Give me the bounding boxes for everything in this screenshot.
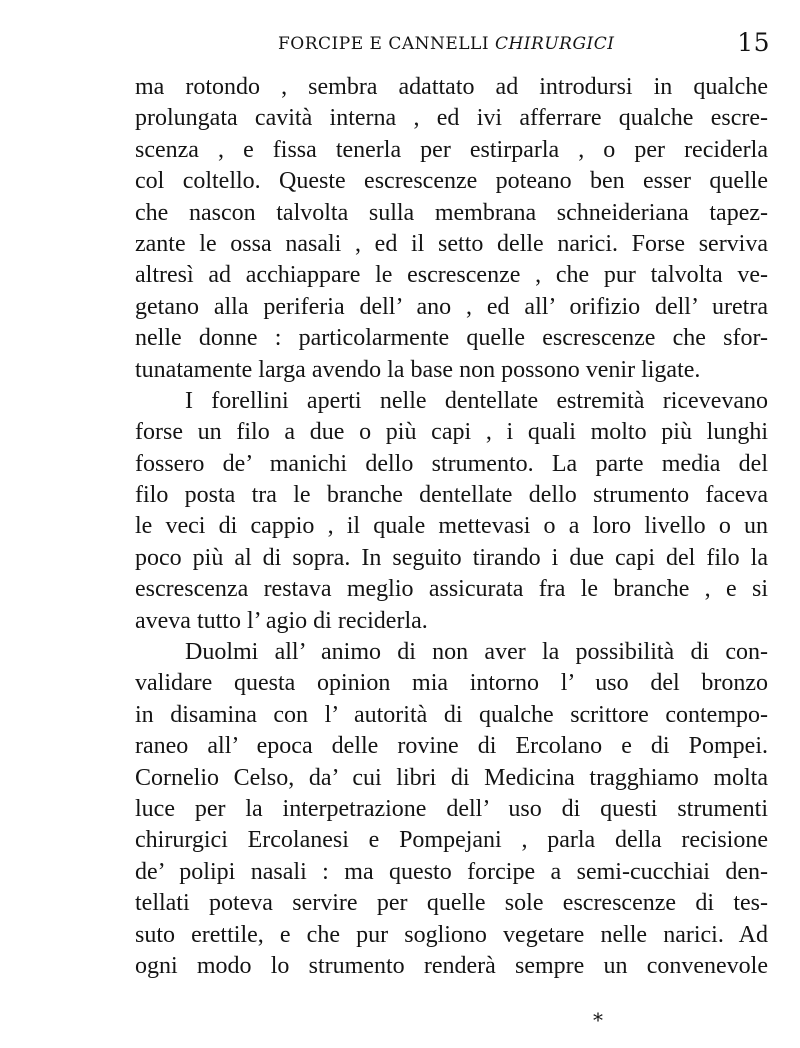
paragraph <box>135 637 768 982</box>
text-line: in disamina con l’ autorità di qualche scrittore contempo- <box>135 701 768 728</box>
text-line: ma rotondo , sembra adattato ad introdursi in qualche <box>135 74 768 100</box>
text-line: ogni modo lo strumento renderà sempre un convenevole <box>135 952 768 979</box>
text-line: zante le ossa nasali , ed il setto delle narici. Forse serviva <box>135 230 768 257</box>
text-line: fossero de’ manichi dello strumento. La parte media del <box>135 450 768 477</box>
text-line: escrescenza restava meglio assicurata fra le branche , e si <box>135 576 768 603</box>
text-line: chirurgici Ercolanesi e Pompejani , parla della recisione <box>135 827 768 854</box>
page-number: 15 <box>737 28 770 57</box>
text-line: forse un filo a due o più capi , i quali molto più lunghi <box>135 419 768 446</box>
paragraph <box>135 386 768 637</box>
text-line: de’ polipi nasali : ma questo forcipe a semi-cucchiai den- <box>135 858 768 885</box>
text-line: nelle donne : particolarmente quelle escrescenze che sfor- <box>135 325 768 352</box>
running-title <box>278 34 614 54</box>
signature-mark: * <box>593 1008 603 1032</box>
running-header <box>278 28 770 58</box>
paragraph <box>135 72 768 386</box>
text-line: Duolmi all’ animo di non aver la possibilità di con- <box>185 639 768 666</box>
text-line: scenza , e fissa tenerla per estirparla , o per reciderla <box>135 136 768 163</box>
text-line: aveva tutto l’ agio di reciderla. <box>135 607 428 634</box>
text-line: tunatamente larga avendo la base non possono venir ligate. <box>135 356 701 383</box>
text-line: getano alla periferia dell’ ano , ed all’ orifizio dell’ uretra <box>135 293 768 320</box>
body-text <box>135 72 768 982</box>
text-line: filo posta tra le branche dentellate dello strumento faceva <box>135 482 768 509</box>
text-line: che nascon talvolta sulla membrana schneideriana tapez- <box>135 199 768 226</box>
text-line: validare questa opinion mia intorno l’ uso del bronzo <box>135 670 768 697</box>
text-line: poco più al di sopra. In seguito tirando i due capi del filo la <box>135 544 768 571</box>
text-line: altresì ad acchiappare le escrescenze , che pur talvolta ve- <box>135 262 768 289</box>
text-line: suto erettile, e che pur sogliono vegetare nelle narici. Ad <box>135 921 768 948</box>
text-line: Cornelio Celso, da’ cui libri di Medicina tragghiamo molta <box>135 764 768 791</box>
text-line: luce per la interpetrazione dell’ uso di questi strumenti <box>135 795 768 822</box>
text-line: raneo all’ epoca delle rovine di Ercolano e di Pompei. <box>135 733 768 760</box>
text-line: prolungata cavità interna , ed ivi afferrare qualche escre- <box>135 105 768 132</box>
running-title-roman: FORCIPE E CANNELLI <box>278 34 495 54</box>
text-line: tellati poteva servire per quelle sole escrescenze di tes- <box>135 890 768 917</box>
text-line: I forellini aperti nelle dentellate estremità ricevevano <box>185 387 768 414</box>
text-line: le veci di cappio , il quale mettevasi o a loro livello o un <box>135 513 768 540</box>
running-title-italic: CHIRURGICI <box>494 34 615 54</box>
text-line: col coltello. Queste escrescenze poteano ben esser quelle <box>135 168 768 195</box>
